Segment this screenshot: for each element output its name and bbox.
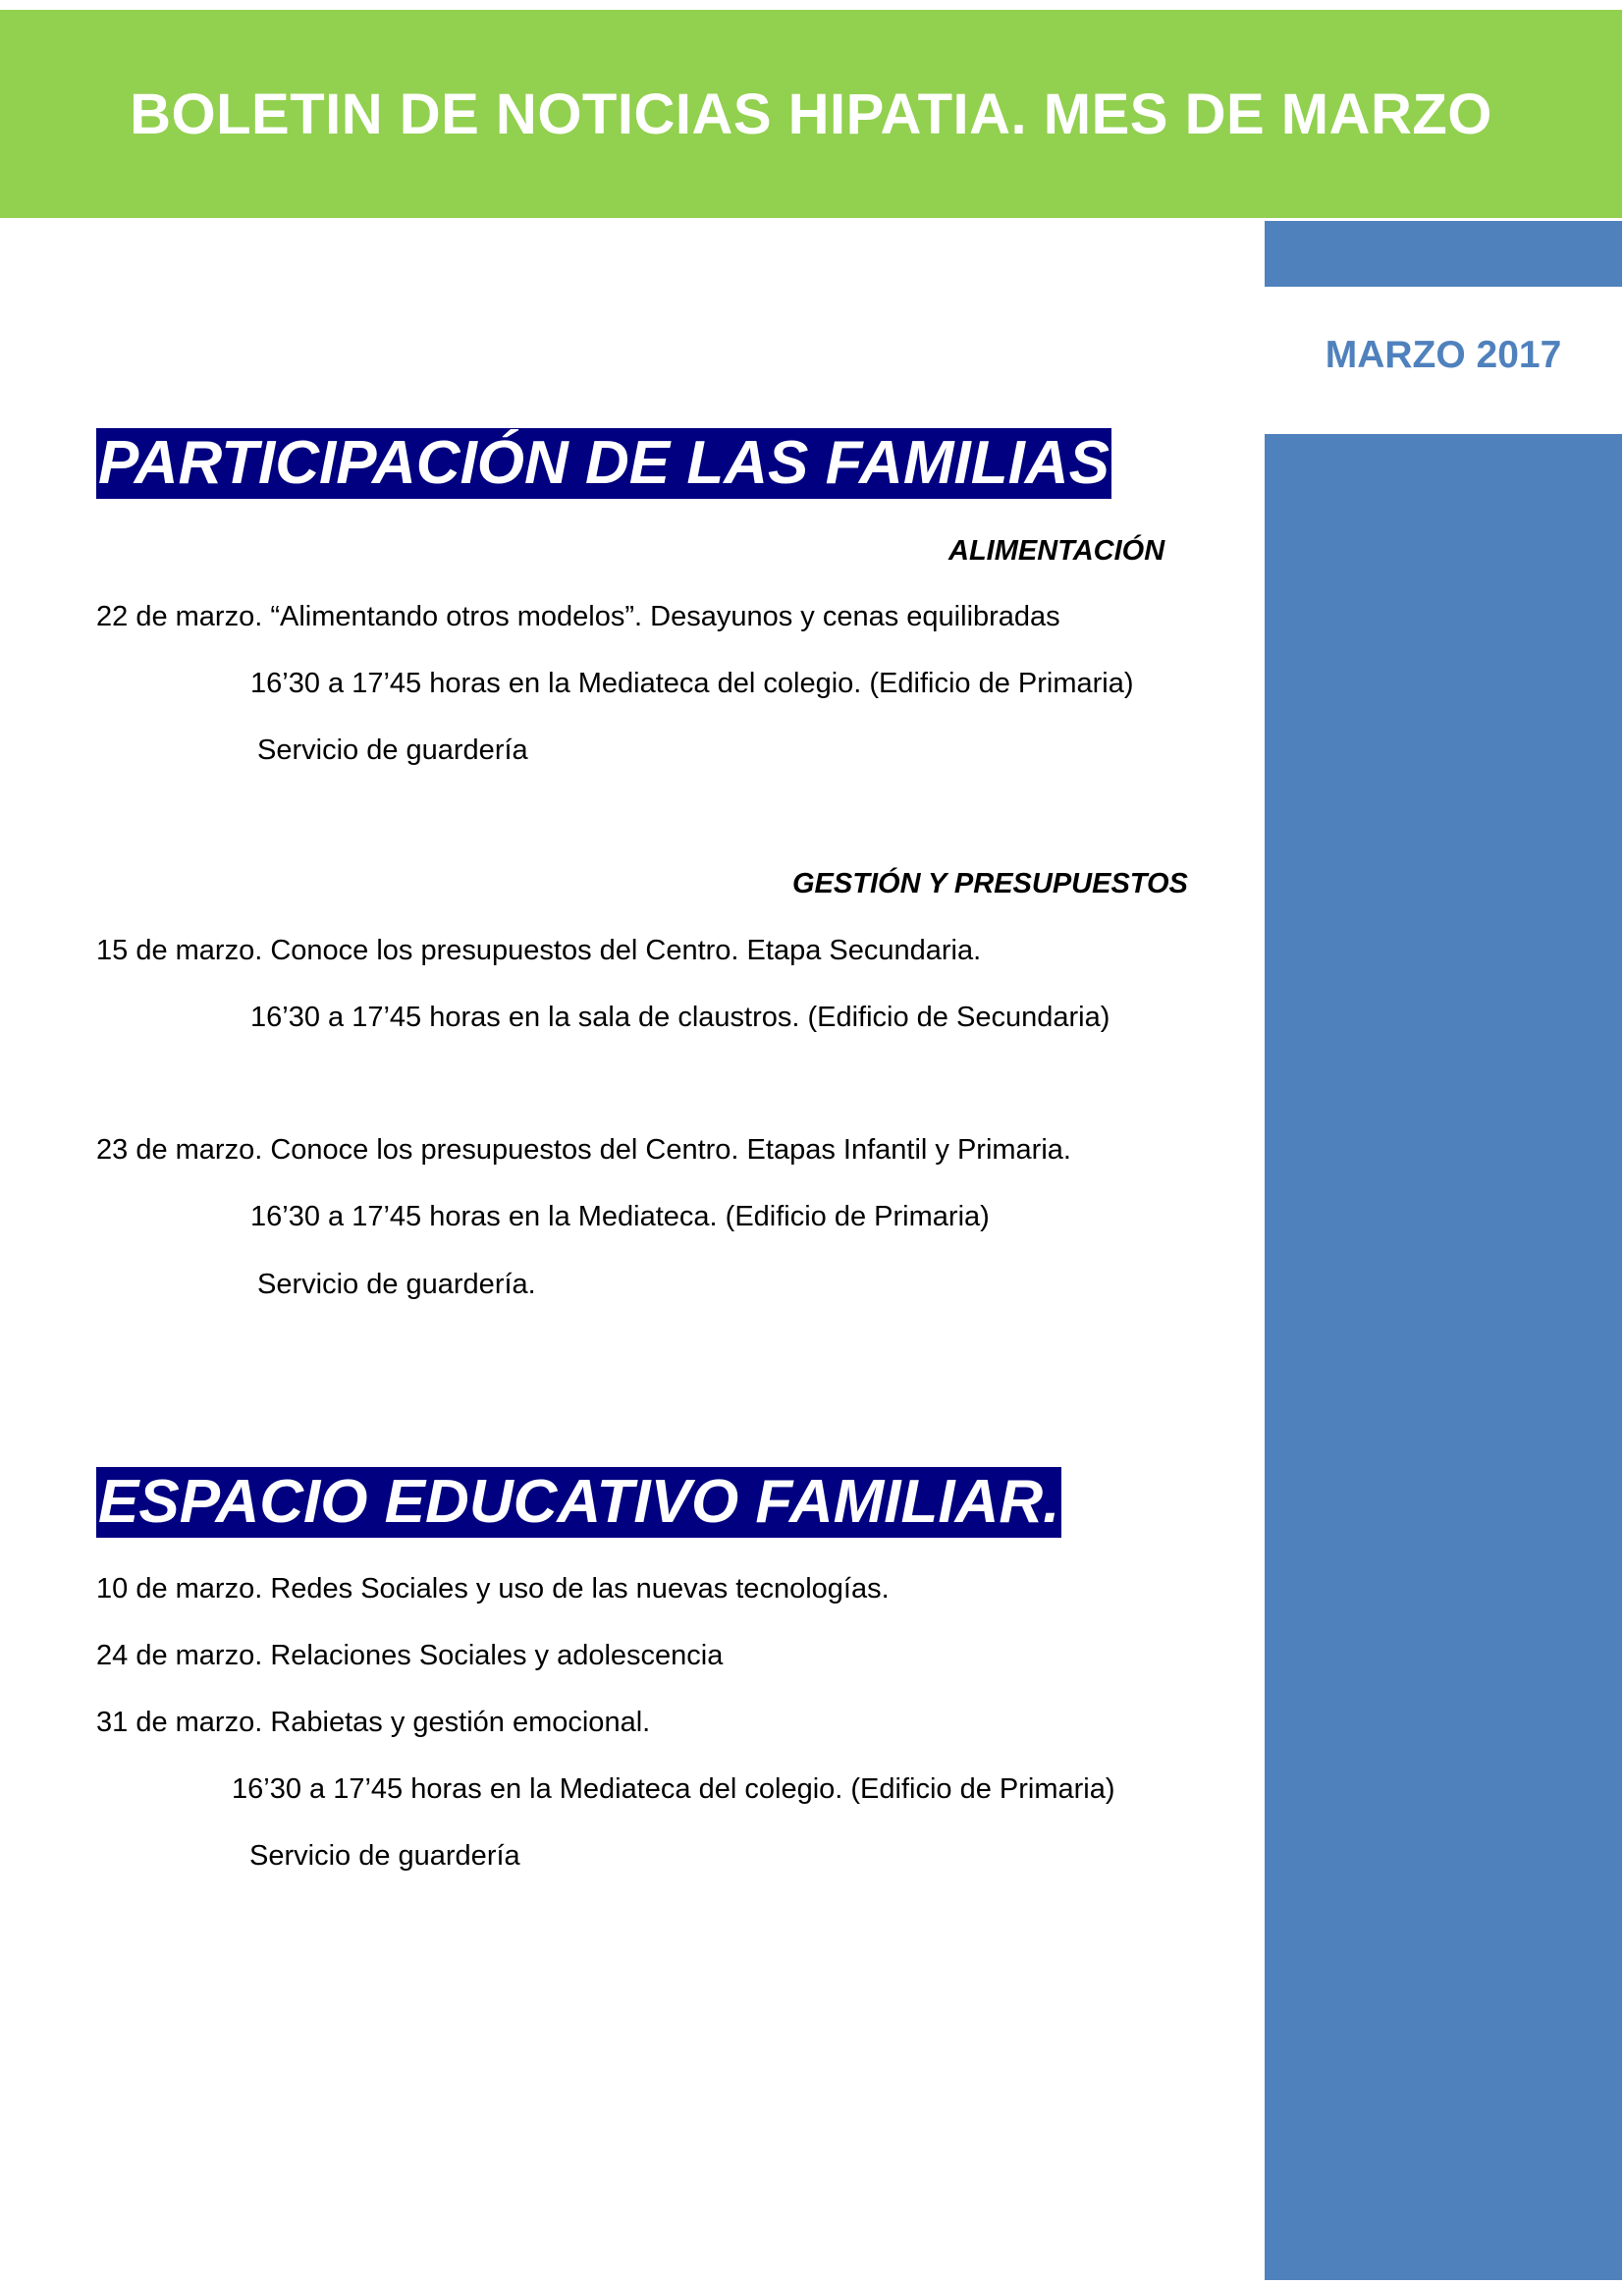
subheading-alimentacion: ALIMENTACIÓN [948, 535, 1165, 567]
event-gestion-primaria: 23 de marzo. Conoce los presupuestos del Centro. Etapas Infantil y Primaria. [96, 1134, 1071, 1166]
event-espacio-time: 16’30 a 17’45 horas en la Mediateca del colegio. (Edificio de Primaria) [232, 1773, 1115, 1805]
event-espacio-rabietas: 31 de marzo. Rabietas y gestión emocional. [96, 1707, 651, 1738]
event-espacio-relaciones: 24 de marzo. Relaciones Sociales y adolescencia [96, 1640, 724, 1671]
event-gestion-primaria-time: 16’30 a 17’45 horas en la Mediateca. (Edificio de Primaria) [250, 1201, 990, 1232]
event-gestion-secundaria: 15 de marzo. Conoce los presupuestos del Centro. Etapa Secundaria. [96, 935, 982, 966]
event-gestion-primaria-service: Servicio de guardería. [257, 1269, 536, 1300]
sidebar-date: MARZO 2017 [1325, 334, 1562, 376]
event-alimentacion: 22 de marzo. “Alimentando otros modelos”. Desayunos y cenas equilibradas [96, 601, 1060, 632]
event-espacio-redes: 10 de marzo. Redes Sociales y uso de las nuevas tecnologías. [96, 1573, 890, 1605]
section-heading-participacion: PARTICIPACIÓN DE LAS FAMILIAS [98, 429, 1110, 497]
event-alimentacion-time: 16’30 a 17’45 horas en la Mediateca del colegio. (Edificio de Primaria) [250, 668, 1134, 699]
event-gestion-secundaria-time: 16’30 a 17’45 horas en la sala de claustros. (Edificio de Secundaria) [250, 1002, 1110, 1033]
event-alimentacion-service: Servicio de guardería [257, 734, 528, 766]
sidebar-main-block [1265, 434, 1622, 2280]
event-espacio-service: Servicio de guardería [249, 1840, 520, 1872]
section-heading-espacio: ESPACIO EDUCATIVO FAMILIAR. [98, 1468, 1060, 1536]
sidebar-top-block [1265, 221, 1622, 287]
newsletter-title: BOLETIN DE NOTICIAS HIPATIA. MES DE MARZO [130, 82, 1492, 146]
subheading-gestion: GESTIÓN Y PRESUPUESTOS [792, 868, 1188, 899]
